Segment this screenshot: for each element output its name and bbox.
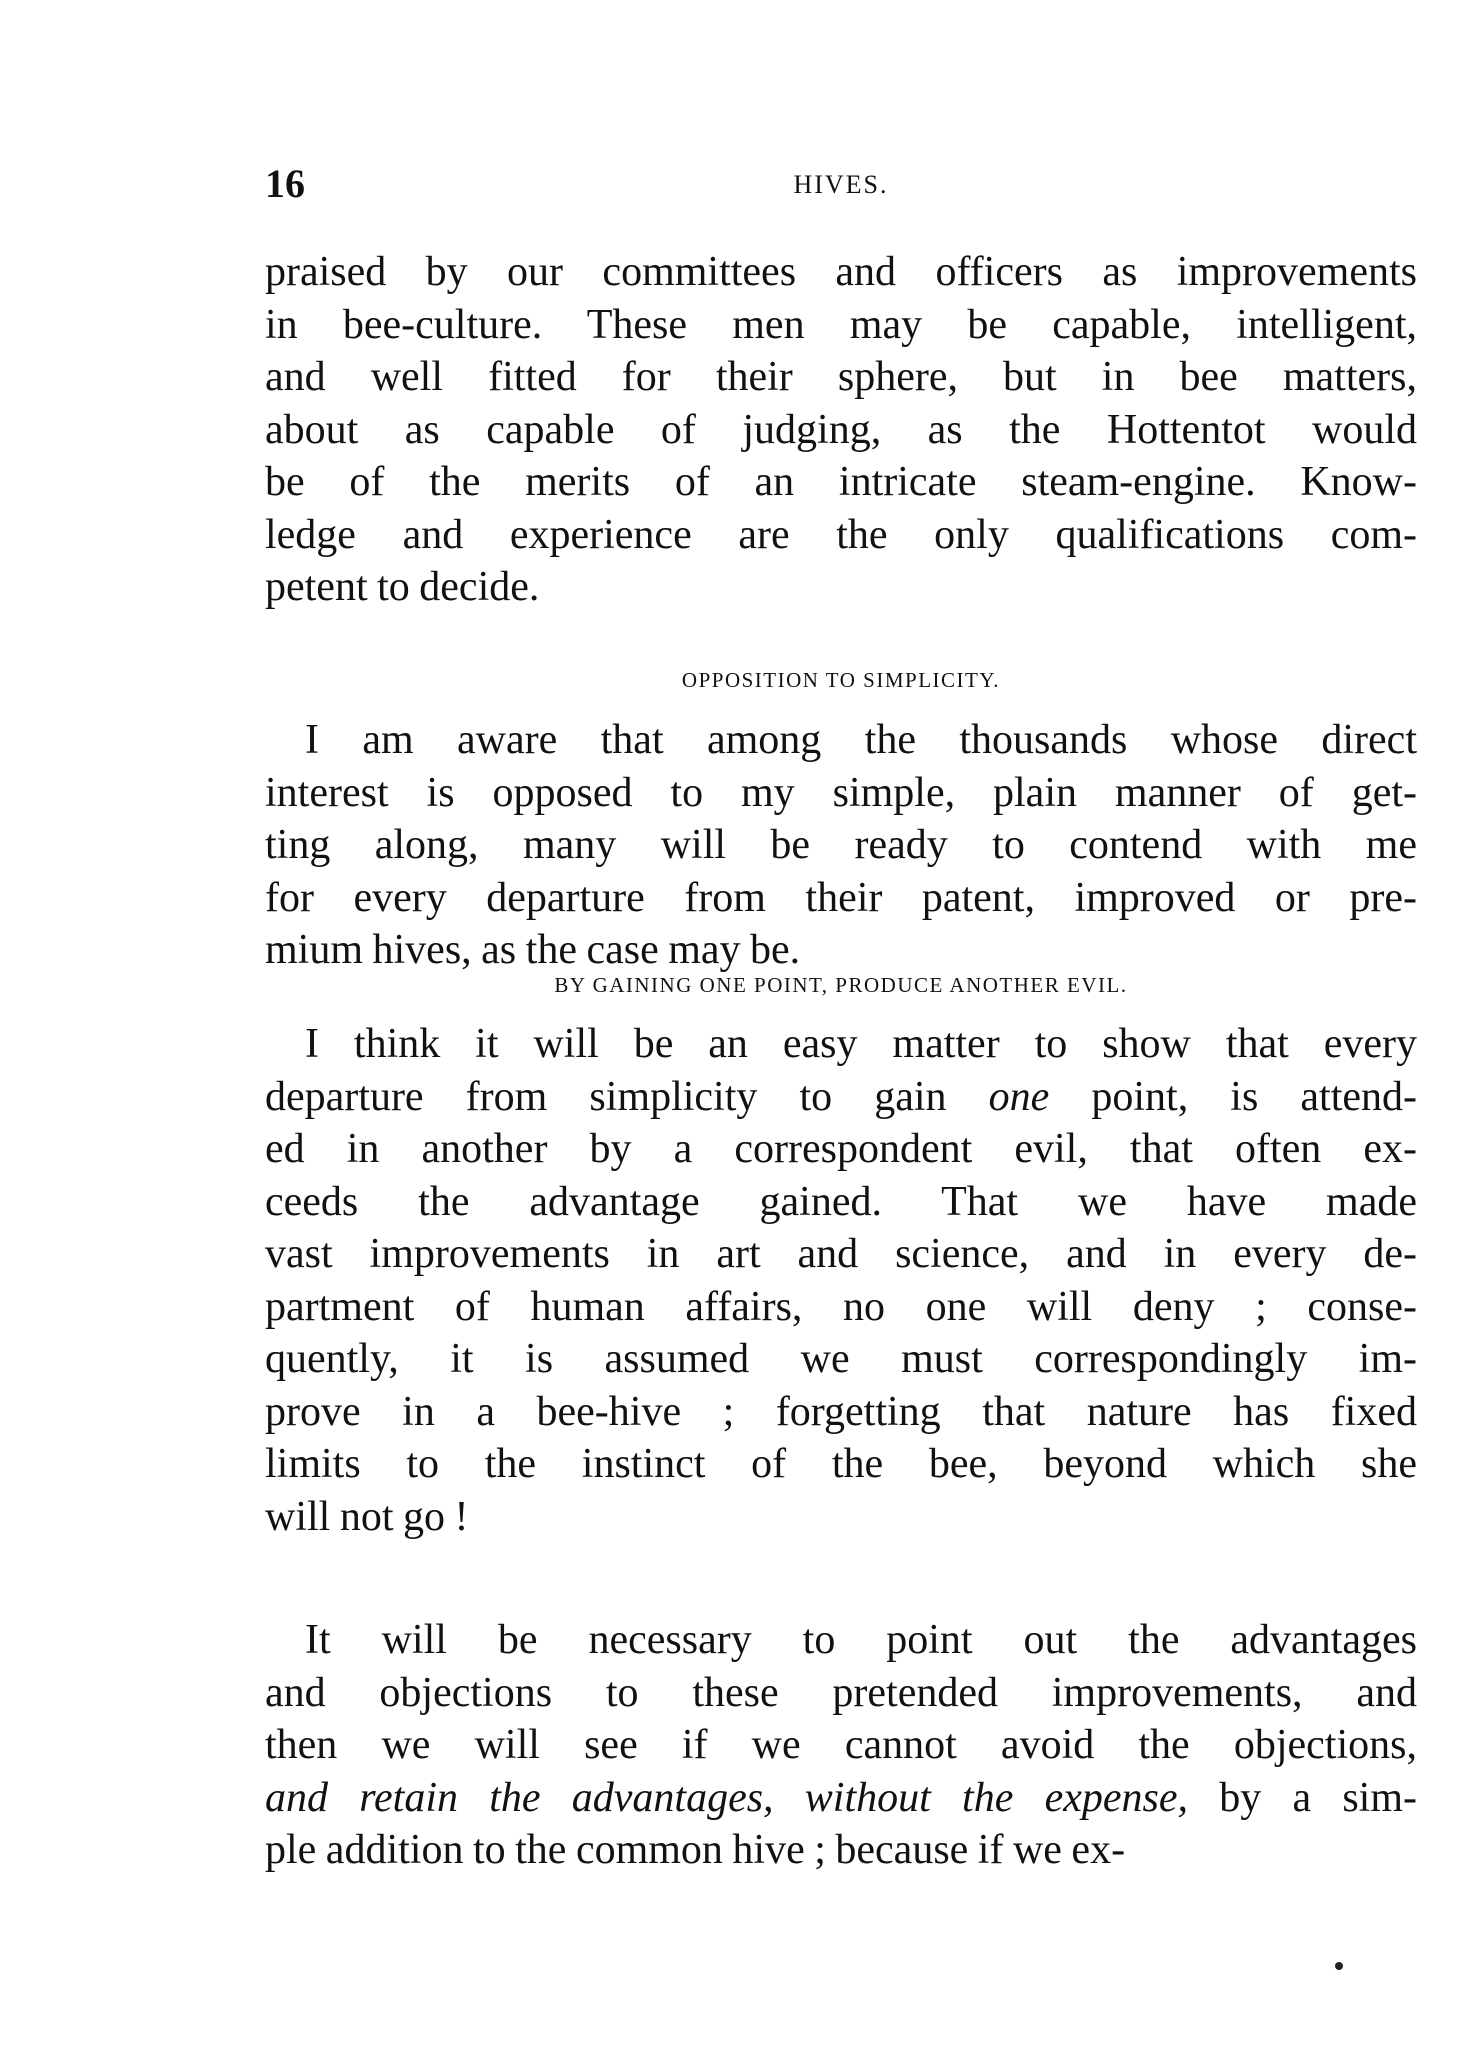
text-run: and objections to these pretended improvements, and [265,1669,1417,1716]
text-line [265,404,1417,457]
text-run: ed in another by a correspondent evil, that often ex- [265,1126,1417,1172]
section-heading: BY GAINING ONE POINT, PRODUCE ANOTHER EVIL. [554,973,1128,997]
paragraph [265,714,1417,977]
text-line [265,1176,1417,1229]
text-line [265,1491,1417,1544]
text-line [265,1281,1417,1334]
text-run: It will be necessary to point out the advantages [305,1617,1417,1663]
text-run: for every departure from their patent, improved or pre- [265,874,1417,921]
text-line [265,819,1417,872]
text-line [265,1333,1417,1386]
text-line [265,1614,1417,1667]
text-line [265,1386,1417,1439]
ink-speck [1335,1962,1343,1970]
italic-text: one [988,1073,1050,1120]
text-line [265,1071,1417,1124]
text-run: ledge and experience are the only qualifications com- [265,511,1417,558]
page-header [265,160,1417,210]
text-run: by a sim- [1188,1774,1417,1821]
text-line [265,561,1417,614]
text-line [265,767,1417,820]
text-run: will not go ! [265,1493,469,1540]
page-number: 16 [265,161,305,206]
text-line [265,509,1417,562]
text-line [265,1018,1417,1071]
text-line [265,1719,1417,1772]
text-run: ple addition to the common hive ; because if we ex- [265,1827,1126,1873]
text-line [265,872,1417,925]
text-line [265,1772,1417,1825]
text-run: departure from simplicity to gain [265,1073,989,1120]
text-line [265,1667,1417,1720]
text-line [265,456,1417,509]
text-run: partment of human affairs, no one will deny ; conse- [265,1283,1417,1330]
paragraph [265,1018,1417,1543]
text-run: quently, it is assumed we must correspondingly im- [265,1336,1417,1382]
text-run: I think it will be an easy matter to show that every [305,1021,1417,1067]
text-run: ting along, many will be ready to contend with me [265,822,1417,868]
section-heading: OPPOSITION TO SIMPLICITY. [681,668,1001,692]
running-title: HIVES. [793,170,889,199]
text-run: in bee-culture. These men may be capable, intelligent, [265,301,1417,348]
text-line [265,1228,1417,1281]
italic-text: and retain the advantages, without the expense, [265,1774,1188,1821]
text-line [265,1123,1417,1176]
text-run: about as capable of judging, as the Hottentot would [265,406,1417,453]
text-run: mium hives, as the case may be. [265,927,801,973]
text-run: and well fitted for their sphere, but in bee matters, [265,354,1417,400]
text-line [265,1438,1417,1491]
text-run: point, is attend- [1049,1073,1417,1120]
text-line [265,351,1417,404]
text-line [265,924,1417,977]
paragraph [265,1614,1417,1877]
text-run: interest is opposed to my simple, plain manner of get- [265,769,1417,816]
text-line [265,1824,1417,1877]
text-run: vast improvements in art and science, and in every de- [265,1231,1417,1277]
text-line [265,246,1417,299]
text-run: I am aware that among the thousands whose direct [305,717,1417,763]
paragraph [265,246,1417,614]
text-run: ceeds the advantage gained. That we have made [265,1178,1417,1225]
text-run: praised by our committees and officers as improvements [265,249,1417,295]
text-run: then we will see if we cannot avoid the objections, [265,1722,1417,1768]
text-line [265,714,1417,767]
text-line [265,299,1417,352]
text-run: prove in a bee-hive ; forgetting that nature has fixed [265,1388,1417,1435]
text-run: limits to the instinct of the bee, beyond which she [265,1441,1417,1487]
text-run: be of the merits of an intricate steam-engine. Know- [265,459,1417,505]
text-run: petent to decide. [265,564,540,610]
